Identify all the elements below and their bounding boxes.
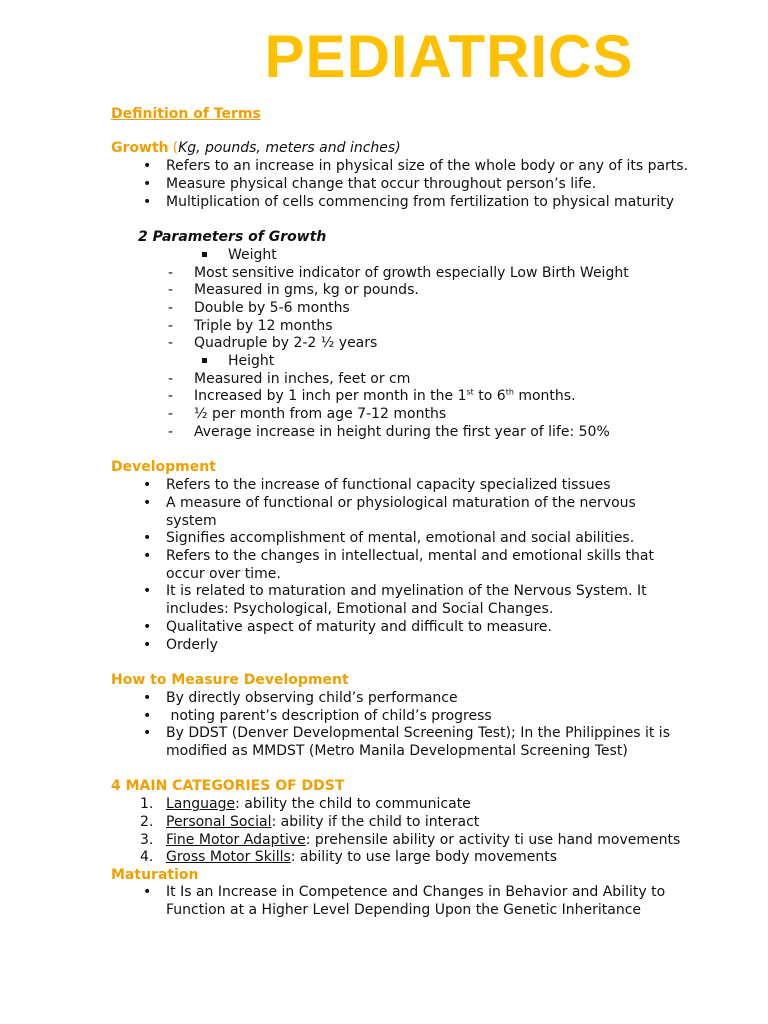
dash-icon: - (168, 371, 174, 387)
measure-bullet-3a: By DDST (Denver Developmental Screening Test); In the Philippines it is (166, 725, 670, 741)
development-bullet-6: Qualitative aspect of maturity and difficult to measure. (166, 619, 552, 635)
height-item-1: Measured in inches, feet or cm (194, 371, 411, 387)
growth-bullet-1: Refers to an increase in physical size of the whole body or any of its parts. (166, 158, 689, 174)
bullet-icon: • (143, 548, 152, 564)
bullet-icon: • (143, 583, 152, 599)
weight-item-3: Double by 5-6 months (194, 300, 350, 316)
ddst-desc-2: : ability if the child to interact (271, 814, 480, 830)
bullet-icon: • (143, 530, 152, 546)
height-item-2 (194, 387, 576, 405)
ddst-desc-4: : ability to use large body movements (290, 849, 558, 865)
height-item-2-text: Increased by 1 inch per month in the 1 (194, 388, 467, 404)
development-bullet-4b: occur over time. (166, 566, 281, 582)
ddst-num-1: 1. (140, 796, 154, 812)
bullet-icon: • (143, 708, 152, 724)
development-bullet-3: Signifies accomplishment of mental, emotional and social abilities. (166, 530, 635, 546)
dash-icon: - (168, 424, 174, 440)
dash-icon: - (168, 282, 174, 298)
height-item-2-end: months. (513, 388, 576, 404)
bullet-icon: • (143, 194, 152, 210)
maturation-line-1: It Is an Increase in Competence and Changes in Behavior and Ability to (166, 884, 666, 900)
ddst-num-4: 4. (140, 849, 154, 865)
height-item-4: Average increase in height during the first year of life: 50% (194, 424, 610, 440)
maturation-line-2: Function at a Higher Level Depending Upon the Genetic Inheritance (166, 902, 642, 918)
ddst-heading: 4 MAIN CATEGORIES OF DDST (111, 778, 345, 794)
height-item-3: ½ per month from age 7-12 months (194, 406, 447, 422)
ddst-item-2 (166, 813, 479, 831)
bullet-icon: • (143, 176, 152, 192)
measure-bullet-3b: modified as MMDST (Metro Manila Developmental Screening Test) (166, 743, 628, 759)
dash-icon: - (168, 318, 174, 334)
height-label: Height (228, 353, 275, 369)
ddst-desc-3: : prehensile ability or activity ti use hand movements (305, 832, 681, 848)
definition-of-terms-heading: Definition of Terms (111, 106, 261, 122)
development-bullet-4a: Refers to the changes in intellectual, mental and emotional skills that (166, 548, 654, 564)
weight-item-1: Most sensitive indicator of growth especially Low Birth Weight (194, 265, 629, 281)
ddst-item-3 (166, 831, 680, 849)
weight-label: Weight (228, 247, 277, 263)
bullet-icon: • (143, 477, 152, 493)
ddst-term-1: Language (166, 796, 236, 812)
ddst-term-4: Gross Motor Skills (166, 849, 291, 865)
bullet-icon: • (143, 637, 152, 653)
bullet-icon: • (143, 158, 152, 174)
measure-bullet-1: By directly observing child’s performance (166, 690, 458, 706)
development-bullet-7: Orderly (166, 637, 218, 653)
dash-icon: - (168, 335, 174, 351)
dash-icon: - (168, 406, 174, 422)
ddst-num-3: 3. (140, 832, 154, 848)
height-item-2-sup2: th (505, 387, 514, 397)
development-bullet-5b: includes: Psychological, Emotional and Social Changes. (166, 601, 554, 617)
growth-bullet-3: Multiplication of cells commencing from fertilization to physical maturity (166, 194, 675, 210)
weight-item-4: Triple by 12 months (194, 318, 333, 334)
ddst-term-2: Personal Social (166, 814, 272, 830)
dash-icon: - (168, 388, 174, 404)
bullet-icon: • (143, 690, 152, 706)
ddst-term-3: Fine Motor Adaptive (166, 832, 306, 848)
growth-heading: Growth (111, 140, 169, 156)
measure-bullet-2: noting parent’s description of child’s progress (166, 708, 492, 724)
weight-item-2: Measured in gms, kg or pounds. (194, 282, 419, 298)
growth-heading-line (111, 139, 401, 157)
square-bullet-icon (202, 252, 207, 257)
dash-icon: - (168, 300, 174, 316)
ddst-item-1 (166, 795, 471, 813)
development-heading: Development (111, 459, 216, 475)
square-bullet-icon (202, 358, 207, 363)
maturation-heading: Maturation (111, 867, 199, 883)
development-bullet-5a: It is related to maturation and myelination of the Nervous System. It (166, 583, 647, 599)
bullet-icon: • (143, 495, 152, 511)
ddst-item-4 (166, 848, 557, 866)
page-title: PEDIATRICS (264, 23, 634, 90)
growth-open-paren: ( (172, 140, 179, 156)
ddst-desc-1: : ability the child to communicate (235, 796, 471, 812)
dash-icon: - (168, 265, 174, 281)
growth-bullet-2: Measure physical change that occur throughout person’s life. (166, 176, 597, 192)
growth-units: Kg, pounds, meters and inches) (178, 140, 401, 156)
development-bullet-2b: system (166, 513, 217, 529)
bullet-icon: • (143, 884, 152, 900)
development-bullet-1: Refers to the increase of functional capacity specialized tissues (166, 477, 611, 493)
ddst-num-2: 2. (140, 814, 154, 830)
weight-item-5: Quadruple by 2-2 ½ years (194, 335, 378, 351)
bullet-icon: • (143, 725, 152, 741)
measure-heading: How to Measure Development (111, 672, 349, 688)
height-item-2-sup1: st (466, 387, 474, 397)
bullet-icon: • (143, 619, 152, 635)
height-item-2-mid: to 6 (473, 388, 506, 404)
development-bullet-2a: A measure of functional or physiological maturation of the nervous (166, 495, 636, 511)
parameters-heading: 2 Parameters of Growth (138, 229, 327, 245)
